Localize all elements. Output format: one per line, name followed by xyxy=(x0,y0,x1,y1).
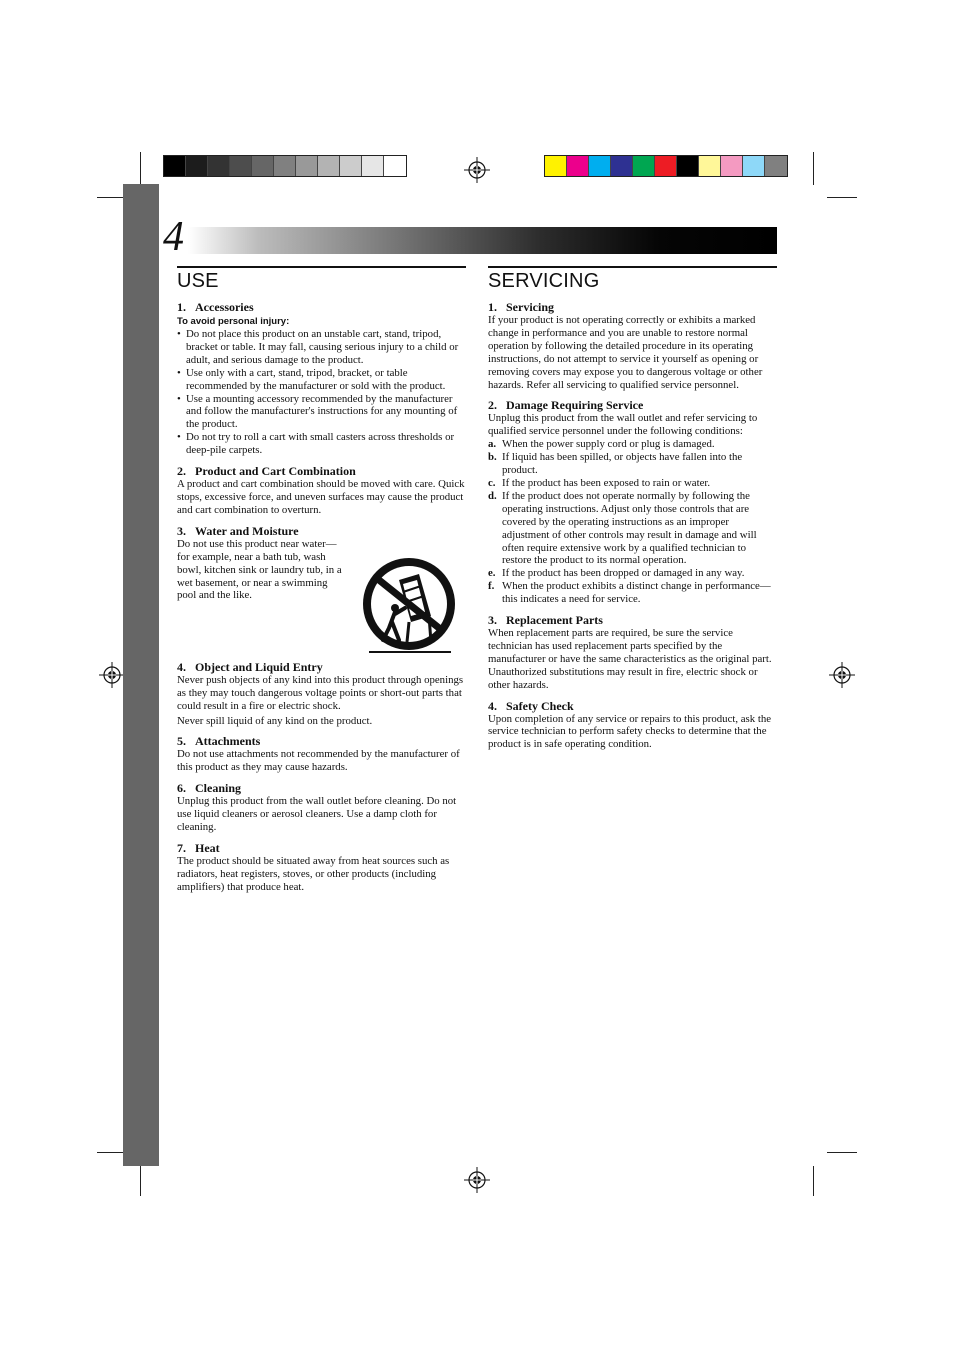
color-swatch xyxy=(721,156,743,176)
item-heading-liquid: 4. Object and Liquid Entry xyxy=(177,659,323,674)
color-swatch xyxy=(296,156,318,176)
item-heading-water: 3. Water and Moisture xyxy=(177,523,299,538)
use-section xyxy=(177,266,466,894)
paragraph-servicing: If your product is not operating correctly or exhibits a marked change in performance and you are unable to restore normal operation by following the detailed procedure in its operating instructions, do not attempt to service it yourself as opening or removing covers may expose you to dangerous voltage or other hazards. Refer all servicing to qualified service personnel. xyxy=(488,314,763,391)
crop-mark xyxy=(827,1152,857,1153)
servicing-section xyxy=(488,266,777,751)
color-swatch xyxy=(567,156,589,176)
list-item: • Use only with a cart, stand, tripod, bracket, or table recommended by the manufacturer or sold with the product. xyxy=(177,367,466,393)
item-heading-cleaning: 6. Cleaning xyxy=(177,781,242,796)
accessories-list xyxy=(177,328,466,457)
page-number: 4 xyxy=(163,214,184,260)
paragraph-liquid-1: Never push objects of any kind into this product through openings as they may touch dangerous voltage points or short-out parts that could result in a fire or electric shock. xyxy=(177,673,464,712)
color-swatch xyxy=(230,156,252,176)
crop-mark xyxy=(140,152,141,185)
paragraph-heat: The product should be situated away from heat sources such as radiators, heat registers, stoves, or other products (including amplifiers) that produce heat. xyxy=(177,854,450,893)
page-edge-sidebar xyxy=(123,184,159,1166)
list-item: c. If the product has been exposed to rain or water. xyxy=(488,476,711,489)
item-heading-attachments: 5. Attachments xyxy=(177,734,261,749)
color-swatch xyxy=(699,156,721,176)
paragraph-damage: Unplug this product from the wall outlet and refer servicing to qualified service personnel under the following conditions: xyxy=(488,412,758,438)
color-swatch xyxy=(384,156,406,176)
paragraph-attachments: Do not use attachments not recommended by the manufacturer of this product as they may cause hazards. xyxy=(177,748,460,774)
color-swatch xyxy=(633,156,655,176)
paragraph-parts: When replacement parts are required, be sure the service technician has used replacement parts specified by the manufacturer or have the same characteristics as the original part. Unauthorized substitutions may result in fire, electric shock or other hazards. xyxy=(488,627,772,691)
header-gradient-bar xyxy=(188,227,777,254)
list-item: b. If liquid has been spilled, or objects have fallen into the product. xyxy=(488,451,743,477)
color-calibration-bar xyxy=(544,155,788,177)
color-swatch xyxy=(340,156,362,176)
cart-tip-over-warning-icon xyxy=(359,556,463,660)
registration-mark-icon xyxy=(464,1167,490,1193)
paragraph-safety: Upon completion of any service or repairs to this product, ask the service technician to perform safety checks to determine that the product is in safe operating condition. xyxy=(488,712,772,751)
color-swatch xyxy=(611,156,633,176)
grayscale-calibration-bar xyxy=(163,155,407,177)
color-swatch xyxy=(252,156,274,176)
color-swatch xyxy=(208,156,230,176)
section-title-servicing: SERVICING xyxy=(488,266,777,293)
registration-mark-icon xyxy=(829,662,855,688)
paragraph-liquid-2: Never spill liquid of any kind on the product. xyxy=(177,714,373,727)
color-swatch xyxy=(545,156,567,176)
crop-mark xyxy=(140,1166,141,1196)
crop-mark xyxy=(827,197,857,198)
subhead-personal-injury: To avoid personal injury: xyxy=(177,316,290,327)
registration-mark-icon xyxy=(99,662,125,688)
item-heading-safety: 4. Safety Check xyxy=(488,698,574,713)
item-heading-parts: 3. Replacement Parts xyxy=(488,613,603,628)
color-swatch xyxy=(677,156,699,176)
item-heading-accessories: 1. Accessories xyxy=(177,300,254,314)
crop-mark xyxy=(813,152,814,185)
list-item: e. If the product has been dropped or damaged in any way. xyxy=(488,567,745,580)
color-swatch xyxy=(589,156,611,176)
crop-mark xyxy=(97,1152,124,1153)
color-swatch xyxy=(362,156,384,176)
paragraph-water: Do not use this product near water—for example, near a bath tub, wash bowl, kitchen sink or laundry tub, in a wet basement, or near a swimming pool and the like. xyxy=(177,537,342,602)
color-swatch xyxy=(164,156,186,176)
color-swatch xyxy=(186,156,208,176)
color-swatch xyxy=(274,156,296,176)
item-heading-damage: 2. Damage Requiring Service xyxy=(488,398,644,413)
list-item: • Do not try to roll a cart with small casters across thresholds or deep-pile carpets. xyxy=(177,431,466,457)
color-swatch xyxy=(655,156,677,176)
list-item: d. If the product does not operate normally by following the operating instructions. Adjust only those controls that are covered by the operating instructions as an improper adjustment of other controls may result in damage and will often require extensive work by a qualified technician to restore the product to its normal operation. xyxy=(488,489,757,567)
item-heading-cart: 2. Product and Cart Combination xyxy=(177,464,356,479)
list-item: a. When the power supply cord or plug is damaged. xyxy=(488,438,715,451)
color-swatch xyxy=(743,156,765,176)
list-item: • Use a mounting accessory recommended by the manufacturer and follow the manufacturer's instructions for any mounting of the product. xyxy=(177,393,466,432)
item-heading-servicing: 1. Servicing xyxy=(488,300,554,314)
list-item: f. When the product exhibits a distinct change in performance—this indicates a need for service. xyxy=(488,580,771,606)
list-item: • Do not place this product on an unstable cart, stand, tripod, bracket or table. It may fall, causing serious injury to a child or adult, and serious damage to the product. xyxy=(177,328,466,367)
damage-conditions-list xyxy=(488,438,777,606)
water-block xyxy=(177,524,466,656)
color-swatch xyxy=(765,156,787,176)
registration-mark-icon xyxy=(464,157,490,183)
paragraph-cleaning: Unplug this product from the wall outlet before cleaning. Do not use liquid cleaners or aerosol cleaners. Use a damp cloth for cleaning. xyxy=(177,795,457,834)
section-title-use: USE xyxy=(177,266,466,293)
item-heading-heat: 7. Heat xyxy=(177,840,220,855)
crop-mark xyxy=(813,1166,814,1196)
crop-mark xyxy=(97,197,124,198)
paragraph-cart: A product and cart combination should be moved with care. Quick stops, excessive force, and uneven surfaces may cause the product and cart combination to overturn. xyxy=(177,478,465,516)
color-swatch xyxy=(318,156,340,176)
